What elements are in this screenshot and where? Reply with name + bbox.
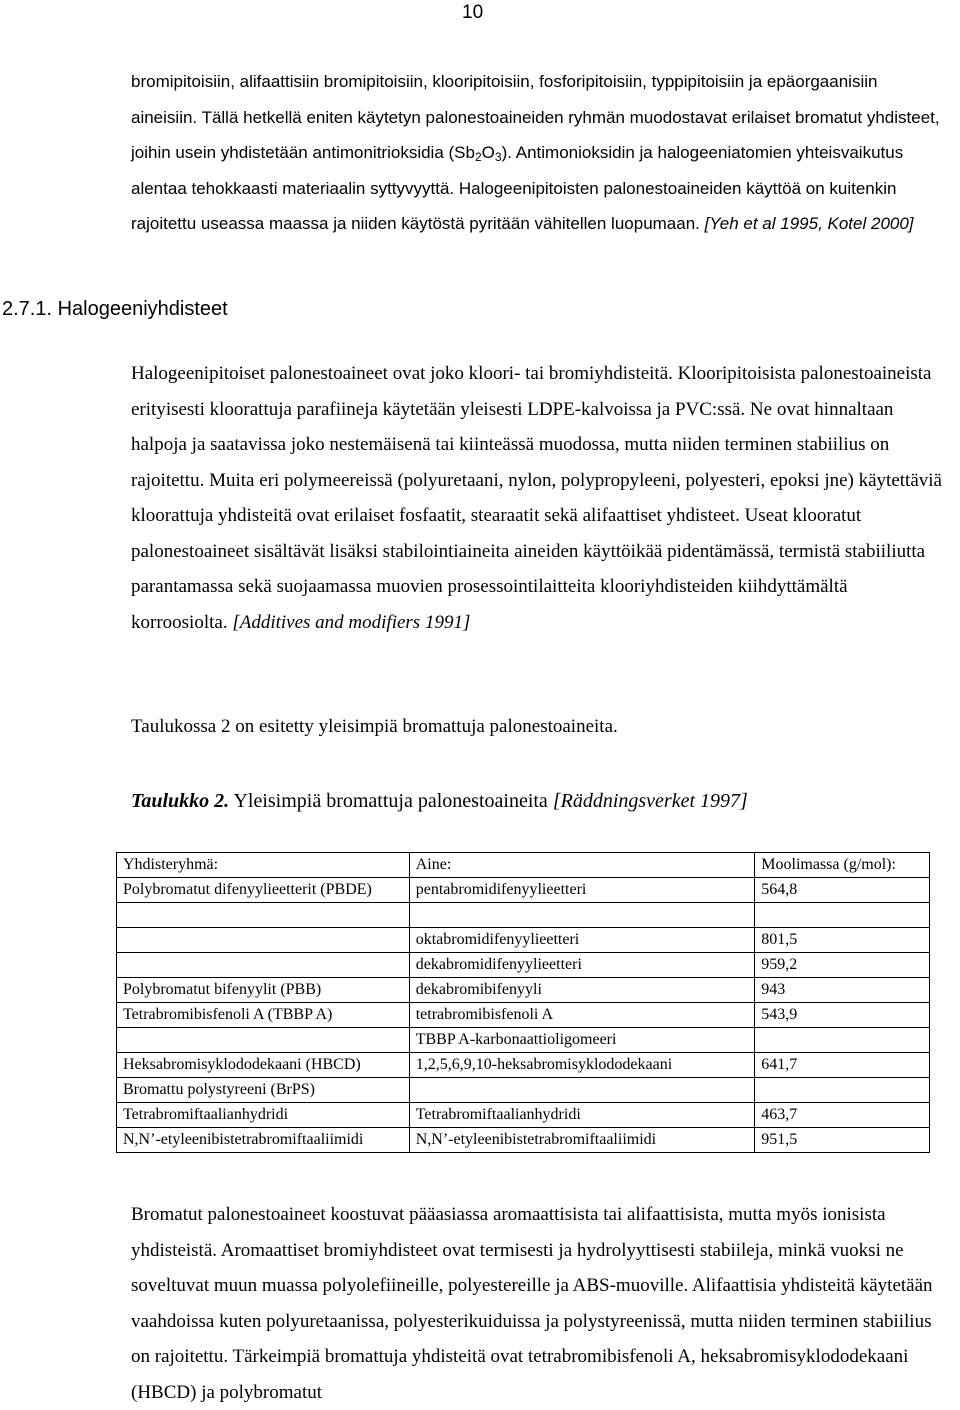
cell-substance: TBBP A-karbonaattioligomeeri xyxy=(409,1028,755,1053)
cell-substance: dekabromibifenyyli xyxy=(409,978,755,1003)
intro-subscript-1: 2 xyxy=(474,150,482,164)
table-row xyxy=(117,878,930,903)
cell-substance: Tetrabromiftaalianhydridi xyxy=(409,1103,755,1128)
intro-citation: [Yeh et al 1995, Kotel 2000] xyxy=(704,214,914,233)
intro-text-c: ). Antimonioksidin ja halogeeniatomien yhteisvaikutus alentaa tehokkaasti materiaalin syttyvyyttä. Halogeenipitoisten palonestoaineiden käyttöä on kuitenkin rajoitettu useassa maassa ja niiden käytöstä pyritään vähitellen luopumaan. xyxy=(131,143,904,233)
table-caption xyxy=(131,790,748,813)
cell-group: Tetrabromibisfenoli A (TBBP A) xyxy=(117,1003,410,1028)
cell-molar-mass: 943 xyxy=(755,978,930,1003)
section-paragraph xyxy=(131,356,943,640)
intro-text-a: bromipitoisiin, alifaattisiin bromipitoisiin, klooripitoisiin, fosforipitoisiin, typpipitoisiin ja epäorgaanisiin aineisiin. Tällä hetkellä eniten käytetyn palonestoaineiden ryhmän muodostavat erilaiset bromatut yhdisteet, joihin usein yhdistetään antimonitrioksidia (Sb xyxy=(131,72,940,162)
table-row xyxy=(117,978,930,1003)
flame-retardant-table xyxy=(116,852,930,1153)
cell-molar-mass: 951,5 xyxy=(755,1128,930,1153)
intro-text-b: O xyxy=(481,143,495,162)
cell-molar-mass: 543,9 xyxy=(755,1003,930,1028)
cell-molar-mass xyxy=(755,1028,930,1053)
table-intro: Taulukossa 2 on esitetty yleisimpiä bromattuja palonestoaineita. xyxy=(131,716,618,737)
intro-subscript-2: 3 xyxy=(494,150,502,164)
cell-group: N,N’-etyleenibistetrabromiftaaliimidi xyxy=(117,1128,410,1153)
table-row xyxy=(117,928,930,953)
section-text: Halogeenipitoiset palonestoaineet ovat joko kloori- tai bromiyhdisteitä. Klooripitoisista palonestoaineista erityisesti kloorattuja parafiineja käytetään yleisesti LDPE-kalvoissa ja PVC:ssä. Ne ovat hinnaltaan halpoja ja saatavissa joko nestemäisenä tai kiinteässä muodossa, mutta niiden terminen stabiilius on rajoitettu. Muita eri polymeereissä (polyuretaani, nylon, polypropyleeni, polyesteri, epoksi jne) käytettäviä kloorattuja yhdisteitä ovat erilaiset fosfaatit, stearaatit sekä alifaattiset yhdisteet. Useat klooratut palonestoaineet sisältävät lisäksi stabilointiaineita aineiden käyttöikää pidentämässä, termistä stabiiliutta parantamassa sekä suojaamassa muovien prosessointilaitteita klooriyhdisteiden kiihdyttämältä korroosiolta. xyxy=(131,363,942,633)
cell-molar-mass: 463,7 xyxy=(755,1103,930,1128)
table-row xyxy=(117,1078,930,1103)
cell-substance: pentabromidifenyylieetteri xyxy=(409,878,755,903)
cell-group xyxy=(117,903,410,928)
cell-molar-mass: 959,2 xyxy=(755,953,930,978)
cell-molar-mass: 801,5 xyxy=(755,928,930,953)
closing-paragraph: Bromatut palonestoaineet koostuvat pääasiassa aromaattisista tai alifaattisista, mutta myös ionisista yhdisteistä. Aromaattiset bromiyhdisteet ovat termisesti ja hydrolyyttisesti stabiileja, minkä vuoksi ne soveltuvat muun muassa polyolefiineille, polyestereille ja ABS-muoville. Alifaattisia yhdisteitä käytetään vaahdoissa kuten polyuretaanissa, polyesterikuiduissa ja polystyreenissä, mutta niiden terminen stabiilius on rajoitettu. Tärkeimpiä bromattuja yhdisteitä ovat tetrabromibisfenoli A, heksabromisyklododekaani (HBCD) ja polybromatut xyxy=(131,1204,933,1403)
section-citation: [Additives and modifiers 1991] xyxy=(232,611,471,633)
cell-molar-mass: 641,7 xyxy=(755,1053,930,1078)
header-cell-substance: Aine: xyxy=(409,853,755,878)
table-caption-label: Taulukko 2. xyxy=(131,790,230,812)
table-row xyxy=(117,1053,930,1078)
cell-substance: tetrabromibisfenoli A xyxy=(409,1003,755,1028)
cell-group: Bromattu polystyreeni (BrPS) xyxy=(117,1078,410,1103)
cell-group: Polybromatut difenyylieetterit (PBDE) xyxy=(117,878,410,903)
table-row xyxy=(117,903,930,928)
intro-paragraph xyxy=(131,64,943,242)
cell-substance: dekabromidifenyylieetteri xyxy=(409,953,755,978)
header-cell-group: Yhdisteryhmä: xyxy=(117,853,410,878)
table-row xyxy=(117,1003,930,1028)
cell-group: Polybromatut bifenyylit (PBB) xyxy=(117,978,410,1003)
section-heading: 2.7.1. Halogeeniyhdisteet xyxy=(2,298,228,320)
cell-group xyxy=(117,928,410,953)
cell-group xyxy=(117,953,410,978)
cell-substance: oktabromidifenyylieetteri xyxy=(409,928,755,953)
table-row xyxy=(117,1028,930,1053)
cell-molar-mass xyxy=(755,903,930,928)
cell-substance xyxy=(409,903,755,928)
cell-substance xyxy=(409,1078,755,1103)
cell-molar-mass xyxy=(755,1078,930,1103)
header-cell-molar-mass: Moolimassa (g/mol): xyxy=(755,853,930,878)
cell-molar-mass: 564,8 xyxy=(755,878,930,903)
table-row xyxy=(117,1128,930,1153)
table-caption-text: Yleisimpiä bromattuja palonestoaineita xyxy=(233,790,548,812)
cell-substance: 1,2,5,6,9,10-heksabromisyklododekaani xyxy=(409,1053,755,1078)
table-header-row xyxy=(117,853,930,878)
page-number: 10 xyxy=(462,2,484,23)
cell-group xyxy=(117,1028,410,1053)
cell-group: Tetrabromiftaalianhydridi xyxy=(117,1103,410,1128)
cell-substance: N,N’-etyleenibistetrabromiftaaliimidi xyxy=(409,1128,755,1153)
table-row xyxy=(117,1103,930,1128)
table-row xyxy=(117,953,930,978)
table-caption-source: [Räddningsverket 1997] xyxy=(552,790,748,812)
cell-group: Heksabromisyklododekaani (HBCD) xyxy=(117,1053,410,1078)
